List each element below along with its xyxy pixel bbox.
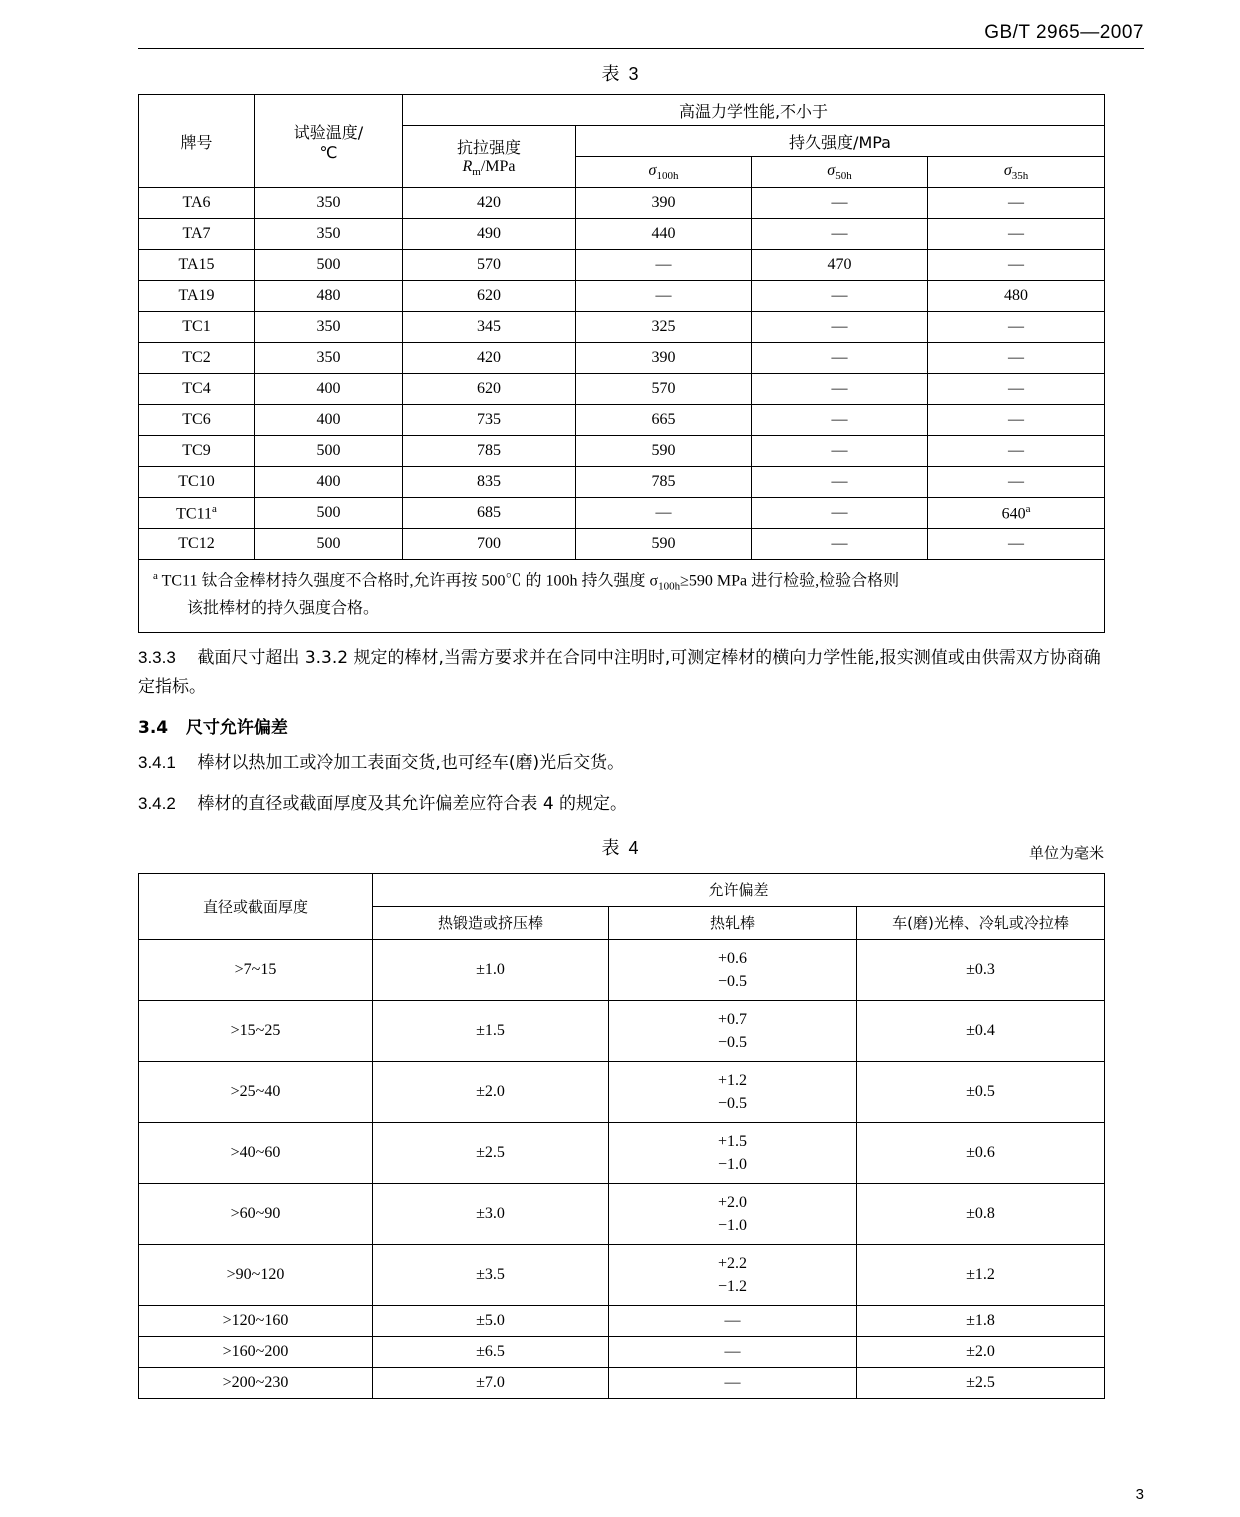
table4-header-machined: 车(磨)光棒、冷轧或冷拉棒: [892, 914, 1069, 933]
table3-cell-grade: TA19: [139, 281, 255, 312]
table-row: [139, 1122, 1105, 1183]
table3-cell-rm: 570: [403, 250, 576, 281]
table3-cell-s50: —: [752, 219, 928, 250]
table4-cell-size: >25~40: [139, 1061, 373, 1122]
table4-cell-machined: ±1.8: [857, 1305, 1105, 1336]
table3-header-sigma50: $\sigma_{50h}$: [752, 157, 928, 188]
table-row: [139, 1183, 1105, 1244]
table3-cell-s100: 590: [576, 436, 752, 467]
table3-footnote: $^a$ TC11 钛合金棒材持久强度不合格时,允许再按 500℃ 的 100h 持久强度 $\sigma_{100h}\ge 590$ MPa 进行检验,检验合格则 该批棒材的持久强度合格。: [139, 560, 1105, 633]
table3-cell-rm: 785: [403, 436, 576, 467]
footnote-marker: a: [153, 570, 158, 582]
table4-cell-hot-rolled: +2.0 −1.0: [609, 1183, 857, 1244]
table3-cell-rm: 345: [403, 312, 576, 343]
table-row: [139, 498, 1105, 529]
table3-cell-grade: TC9: [139, 436, 255, 467]
table-row: [139, 436, 1105, 467]
table3-cell-grade: TC10: [139, 467, 255, 498]
table3-header-sigma100: $\sigma_{100h}$: [576, 157, 752, 188]
page-header: [0, 22, 1240, 52]
table4-cell-hot-rolled: +1.5 −1.0: [609, 1122, 857, 1183]
table3-cell-s100: 785: [576, 467, 752, 498]
table4-cell-machined: ±1.2: [857, 1244, 1105, 1305]
table4-cell-forged: ±1.0: [373, 939, 609, 1000]
paragraph-3-4-1: [138, 748, 1104, 779]
table4-cell-forged: ±1.5: [373, 1000, 609, 1061]
table4-cell-forged: ±7.0: [373, 1367, 609, 1398]
table3-cell-s50: —: [752, 188, 928, 219]
table3-cell-s50: 470: [752, 250, 928, 281]
table4-cell-size: >120~160: [139, 1305, 373, 1336]
table4-cell-hot-rolled: +0.6 −0.5: [609, 939, 857, 1000]
clause-text-341: 棒材以热加工或冷加工表面交货,也可经车(磨)光后交货。: [197, 753, 625, 774]
table3-cell-s50: —: [752, 343, 928, 374]
table3-cell-rm: 620: [403, 281, 576, 312]
table4-cell-machined: ±0.5: [857, 1061, 1105, 1122]
table-row: [139, 250, 1105, 281]
paragraph-3-4-2: [138, 789, 1104, 820]
header-divider: [138, 48, 1144, 49]
table-row: [139, 1244, 1105, 1305]
table4-cell-size: >15~25: [139, 1000, 373, 1061]
table3-cell-s100: —: [576, 281, 752, 312]
table3-cell-s35: —: [928, 188, 1105, 219]
table3-cell-s100: 665: [576, 405, 752, 436]
table3-cell-s100: 570: [576, 374, 752, 405]
table3-cell-s35: —: [928, 312, 1105, 343]
standard-code: GB/T 2965—2007: [984, 22, 1144, 43]
table4-header-diameter: 直径或截面厚度: [202, 897, 308, 916]
table4-cell-forged: ±3.0: [373, 1183, 609, 1244]
table3-cell-s100: 325: [576, 312, 752, 343]
table4-cell-size: >200~230: [139, 1367, 373, 1398]
table4-cell-size: >40~60: [139, 1122, 373, 1183]
table3-cell-s35: —: [928, 467, 1105, 498]
paragraph-3-3-3: [138, 643, 1104, 704]
table3-cell-temp: 500: [255, 498, 403, 529]
table-row: [139, 405, 1105, 436]
table3-cell-rm: 420: [403, 188, 576, 219]
table3-cell-s35: —: [928, 405, 1105, 436]
table3-cell-s50: —: [752, 467, 928, 498]
table3-cell-temp: 500: [255, 250, 403, 281]
table3-cell-rm: 735: [403, 405, 576, 436]
table3-header-high-temp-props: 高温力学性能,不小于: [678, 101, 829, 121]
footnote-text-1: TC11 钛合金棒材持久强度不合格时,允许再按 500℃ 的 100h 持久强度 σ: [161, 572, 659, 590]
table3-cell-s35: —: [928, 219, 1105, 250]
table3-cell-s100: 390: [576, 343, 752, 374]
table-row: [139, 219, 1105, 250]
page-number: 3: [1135, 1486, 1144, 1503]
clause-number-342: 3.4.2: [138, 793, 176, 813]
table4-cell-size: >90~120: [139, 1244, 373, 1305]
table4-cell-machined: ±0.6: [857, 1122, 1105, 1183]
table4-header-forged: 热锻造或挤压棒: [437, 914, 543, 933]
table4-unit-note: 单位为毫米: [1028, 843, 1104, 862]
table3-cell-s50: —: [752, 436, 928, 467]
table3-cell-temp: 400: [255, 374, 403, 405]
table3-cell-s50: —: [752, 405, 928, 436]
table-row: [139, 529, 1105, 560]
table3-cell-rm: 685: [403, 498, 576, 529]
table4-cell-size: >60~90: [139, 1183, 373, 1244]
table-row: [139, 281, 1105, 312]
table3-header-tensile-symbol: $R_m$/MPa: [462, 157, 516, 179]
table3-cell-s100: 590: [576, 529, 752, 560]
table4-cell-size: >7~15: [139, 939, 373, 1000]
table3-header-grade: 牌号: [180, 132, 213, 152]
table3-cell-s35: 480: [928, 281, 1105, 312]
table3-cell-temp: 350: [255, 343, 403, 374]
table3-cell-grade: TC1: [139, 312, 255, 343]
table3-cell-s35: 640$^a$: [928, 498, 1105, 529]
table3-header-row-1: [139, 95, 1105, 126]
table4-cell-hot-rolled: —: [609, 1305, 857, 1336]
table4-cell-hot-rolled: +2.2 −1.2: [609, 1244, 857, 1305]
table3-cell-s35: —: [928, 529, 1105, 560]
table4-cell-hot-rolled: —: [609, 1336, 857, 1367]
page-content: [138, 60, 1104, 1399]
table-row: [139, 467, 1105, 498]
table4-header-row-1: [139, 873, 1105, 906]
table3-cell-temp: 480: [255, 281, 403, 312]
section-number-34: 3.4: [138, 718, 169, 739]
table4-cell-forged: ±5.0: [373, 1305, 609, 1336]
table-row: [139, 1336, 1105, 1367]
table3-cell-rm: 700: [403, 529, 576, 560]
table3-cell-temp: 500: [255, 529, 403, 560]
table3-cell-grade: TA15: [139, 250, 255, 281]
table3-header-test-temp-unit: ℃: [319, 143, 338, 162]
table3-cell-temp: 400: [255, 467, 403, 498]
table3-cell-temp: 500: [255, 436, 403, 467]
table-row: [139, 343, 1105, 374]
table-row: [139, 188, 1105, 219]
table4-cell-size: >160~200: [139, 1336, 373, 1367]
table3-caption: 表 3: [601, 64, 641, 84]
table3-cell-grade: TA7: [139, 219, 255, 250]
table4-cell-forged: ±2.5: [373, 1122, 609, 1183]
table-row: [139, 312, 1105, 343]
table4-cell-hot-rolled: +0.7 −0.5: [609, 1000, 857, 1061]
table4: [138, 873, 1105, 1399]
clause-number-341: 3.4.1: [138, 753, 176, 773]
table3: [138, 94, 1105, 633]
table3-header-sigma35: $\sigma_{35h}$: [928, 157, 1105, 188]
table3-cell-s35: —: [928, 374, 1105, 405]
table3-cell-rm: 835: [403, 467, 576, 498]
table-row: [139, 1305, 1105, 1336]
table3-cell-temp: 350: [255, 312, 403, 343]
table3-cell-s100: 440: [576, 219, 752, 250]
table3-cell-s35: —: [928, 343, 1105, 374]
table3-cell-s50: —: [752, 374, 928, 405]
table3-cell-s35: —: [928, 250, 1105, 281]
table3-header-endurance: 持久强度/MPa: [789, 132, 891, 152]
table4-cell-forged: ±2.0: [373, 1061, 609, 1122]
table3-cell-grade: TC12: [139, 529, 255, 560]
table3-cell-grade: TC6: [139, 405, 255, 436]
table-row: [139, 939, 1105, 1000]
table-row: [139, 1000, 1105, 1061]
table4-cell-forged: ±3.5: [373, 1244, 609, 1305]
table4-cell-hot-rolled: —: [609, 1367, 857, 1398]
table3-cell-grade: TC4: [139, 374, 255, 405]
table3-cell-s100: 390: [576, 188, 752, 219]
table3-cell-s100: —: [576, 498, 752, 529]
table3-cell-s50: —: [752, 529, 928, 560]
table-row: [139, 1367, 1105, 1398]
table4-cell-machined: ±0.4: [857, 1000, 1105, 1061]
table3-cell-s50: —: [752, 312, 928, 343]
table4-caption: 表 4: [601, 837, 641, 858]
table3-cell-grade: TC2: [139, 343, 255, 374]
table4-header-tolerance: 允许偏差: [708, 881, 769, 900]
table4-cell-machined: ±2.0: [857, 1336, 1105, 1367]
table3-cell-rm: 420: [403, 343, 576, 374]
footnote-text-2: 该批棒材的持久强度合格。: [187, 600, 380, 618]
table4-cell-machined: ±0.3: [857, 939, 1105, 1000]
table4-cell-machined: ±0.8: [857, 1183, 1105, 1244]
section-heading-3-4: [138, 713, 1104, 738]
table4-header-hot-rolled: 热轧棒: [709, 914, 755, 933]
table3-header-tensile: 抗拉强度: [456, 137, 521, 157]
clause-number-333: 3.3.3: [138, 647, 176, 667]
section-title-34: 尺寸允许偏差: [185, 718, 288, 739]
table3-cell-temp: 350: [255, 188, 403, 219]
footnote-text-1-cont: ≥590 MPa 进行检验,检验合格则: [680, 572, 900, 590]
table3-cell-temp: 350: [255, 219, 403, 250]
table3-cell-s100: —: [576, 250, 752, 281]
table3-cell-rm: 620: [403, 374, 576, 405]
table3-cell-s35: —: [928, 436, 1105, 467]
table-row: [139, 374, 1105, 405]
table4-cell-machined: ±2.5: [857, 1367, 1105, 1398]
table3-cell-s50: —: [752, 281, 928, 312]
clause-text-342: 棒材的直径或截面厚度及其允许偏差应符合表 4 的规定。: [197, 793, 628, 814]
table3-footnote-row: [139, 560, 1105, 633]
table3-cell-grade: TC11$^a$: [139, 498, 255, 529]
table4-cell-forged: ±6.5: [373, 1336, 609, 1367]
table3-cell-grade: TA6: [139, 188, 255, 219]
clause-text-333: 截面尺寸超出 3.3.2 规定的棒材,当需方要求并在合同中注明时,可测定棒材的横向力学性能,报实测值或由供需双方协商确定指标。: [138, 647, 1101, 698]
table-row: [139, 1061, 1105, 1122]
table3-cell-rm: 490: [403, 219, 576, 250]
table3-cell-s50: —: [752, 498, 928, 529]
table3-cell-temp: 400: [255, 405, 403, 436]
table3-header-test-temp: 试验温度/: [293, 123, 364, 142]
table4-cell-hot-rolled: +1.2 −0.5: [609, 1061, 857, 1122]
